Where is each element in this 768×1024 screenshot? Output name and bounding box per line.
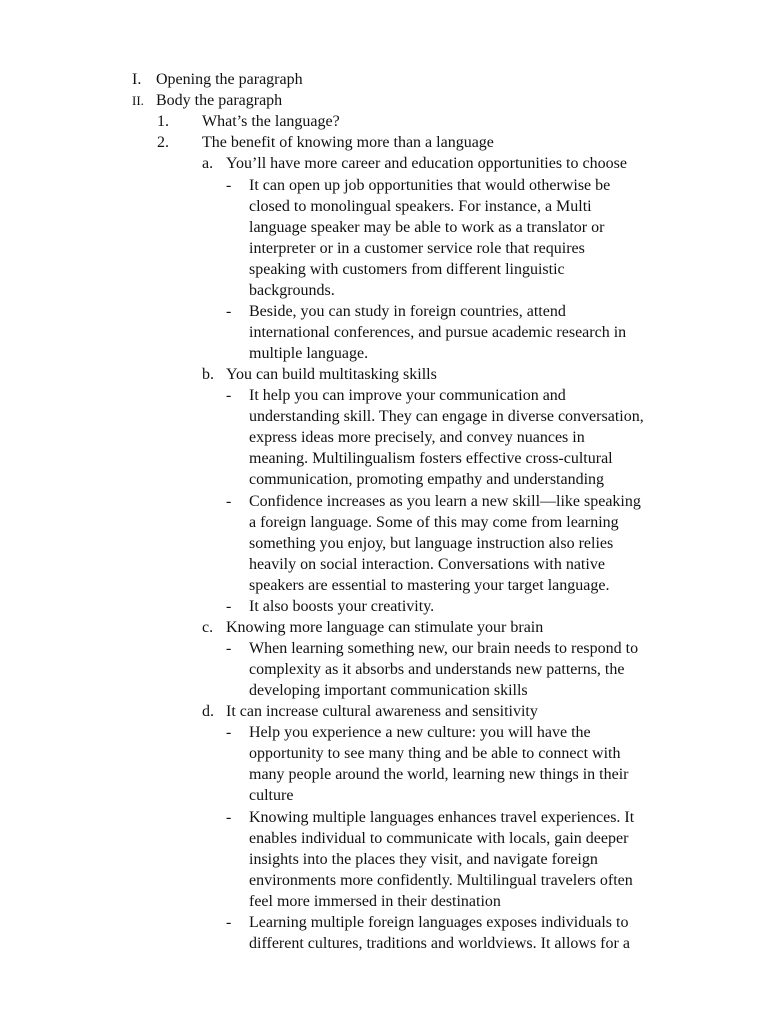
bullet-line: It help you can improve your communication and [249, 387, 566, 404]
bullet-dash: - [226, 387, 232, 404]
bullet-line: Knowing multiple languages enhances travel experiences. It [249, 809, 635, 826]
bullet-line: language speaker may be able to work as a translator or [249, 219, 605, 236]
bullet-line: It also boosts your creativity. [249, 598, 435, 615]
bullet-line: Confidence increases as you learn a new skill—like speaking [249, 493, 641, 510]
outline-text: Knowing more language can stimulate your brain [226, 619, 544, 636]
bullet-line: complexity as it absorbs and understands new patterns, the [249, 661, 625, 678]
outline-text: Opening the paragraph [156, 71, 303, 88]
bullet-line: developing important communication skills [249, 682, 528, 699]
bullet-line: closed to monolingual speakers. For instance, a Multi [249, 198, 592, 215]
bullet-dash: - [226, 809, 232, 826]
bullet-line: multiple language. [249, 345, 369, 362]
outline-text: The benefit of knowing more than a language [202, 134, 494, 151]
outline-text: You’ll have more career and education opportunities to choose [226, 155, 627, 172]
bullet-line: communication, promoting empathy and understanding [249, 471, 605, 488]
bullet-line: speaking with customers from different linguistic [249, 261, 565, 278]
bullet-line: many people around the world, learning new things in their [249, 766, 629, 783]
outline-text: It can increase cultural awareness and sensitivity [226, 703, 538, 720]
list-marker: 2. [157, 134, 169, 151]
outline-text: You can build multitasking skills [226, 366, 437, 383]
bullet-line: Learning multiple foreign languages exposes individuals to [249, 914, 629, 931]
bullet-line: a foreign language. Some of this may come from learning [249, 514, 619, 531]
bullet-line: Beside, you can study in foreign countries, attend [249, 303, 566, 320]
bullet-line: backgrounds. [249, 282, 335, 299]
bullet-line: environments more confidently. Multilingual travelers often [249, 872, 633, 889]
bullet-line: express ideas more precisely, and convey nuances in [249, 429, 585, 446]
list-marker: b. [202, 366, 214, 383]
bullet-line: something you enjoy, but language instruction also relies [249, 535, 614, 552]
bullet-line: different cultures, traditions and worldviews. It allows for a [249, 935, 630, 952]
list-marker: 1. [157, 113, 169, 130]
bullet-line: heavily on social interaction. Conversations with native [249, 556, 605, 573]
bullet-dash: - [226, 177, 232, 194]
list-marker: d. [202, 703, 214, 720]
bullet-line: insights into the places they visit, and navigate foreign [249, 851, 598, 868]
bullet-dash: - [226, 493, 232, 510]
list-marker: I. [132, 71, 142, 88]
bullet-line: culture [249, 787, 294, 804]
bullet-line: It can open up job opportunities that would otherwise be [249, 177, 611, 194]
bullet-dash: - [226, 724, 232, 741]
bullet-line: feel more immersed in their destination [249, 893, 501, 910]
list-marker: II. [132, 93, 144, 108]
bullet-line: international conferences, and pursue academic research in [249, 324, 627, 341]
outline-text: Body the paragraph [156, 92, 283, 109]
bullet-dash: - [226, 640, 232, 657]
bullet-line: speakers are essential to mastering your target language. [249, 577, 610, 594]
bullet-line: opportunity to see many thing and be able to connect with [249, 745, 621, 762]
bullet-dash: - [226, 598, 232, 615]
bullet-line: interpreter or in a customer service role that requires [249, 240, 585, 257]
bullet-line: enables individual to communicate with locals, gain deeper [249, 830, 629, 847]
bullet-line: meaning. Multilingualism fosters effective cross-cultural [249, 450, 613, 467]
bullet-dash: - [226, 914, 232, 931]
bullet-line: When learning something new, our brain needs to respond to [249, 640, 639, 657]
outline-text: What’s the language? [202, 113, 340, 130]
bullet-line: understanding skill. They can engage in diverse conversation, [249, 408, 644, 425]
bullet-line: Help you experience a new culture: you will have the [249, 724, 591, 741]
bullet-dash: - [226, 303, 232, 320]
list-marker: a. [202, 155, 214, 172]
list-marker: c. [202, 619, 214, 636]
